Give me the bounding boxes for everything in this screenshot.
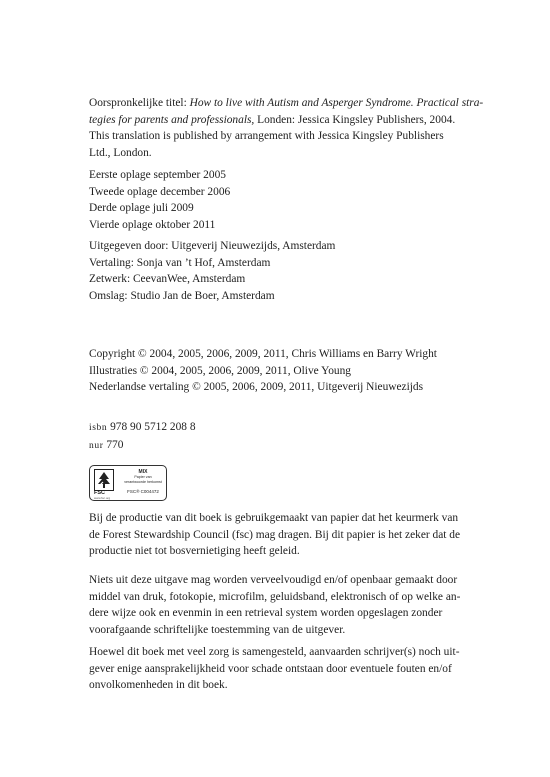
original-title-italic-1: How to live with Autism and Asperger Syndrome. Practical stra- [189,97,484,109]
paragraph-line: Bij de productie van dit boek is gebruikgemaakt van papier dat het keurmerk van [89,512,459,524]
translation-arrangement: This translation is published by arrangement with Jessica Kingsley Publishers [89,130,444,142]
fsc-license-code: FSC® C004472 [127,489,159,494]
paragraph-line: middel van druk, fotokopie, microfilm, geluidsband, elektronisch of op welke an- [89,590,461,603]
fsc-subtitle-1: Papier van [134,475,152,479]
paragraph-line: de Forest Stewardship Council (fsc) mag dragen. Bij dit papier is het zeker dat de [89,528,461,541]
fsc-logo-text: FSC [94,490,105,496]
fsc-website: www.fsc.org [94,496,111,500]
credits-block [89,238,469,304]
disclaimer-paragraph [89,644,469,694]
fsc-paragraph [89,510,469,560]
cover-credit: Omslag: Studio Jan de Boer, Amsterdam [89,289,275,302]
edition-line: Derde oplage juli 2009 [89,202,194,214]
paragraph-line: dere wijze ook en evenmin in een retrieval system worden opgeslagen zonder [89,607,443,619]
paragraph-line: voorafgaande schriftelijke toestemming van de uitgever. [89,623,346,636]
illustrations-copyright-line: Illustraties © 2004, 2005, 2006, 2009, 2011, Olive Young [89,364,351,377]
translator-credit: Vertaling: Sonja van ’t Hof, Amsterdam [89,256,271,269]
publisher-credit: Uitgegeven door: Uitgeverij Nieuwezijds, Amsterdam [89,240,336,252]
paragraph-line: Niets uit deze uitgave mag worden verveelvoudigd en/of openbaar gemaakt door [89,574,458,586]
paragraph-line: productie niet tot bosvernietiging heeft geleid. [89,545,300,557]
paragraph-line: onvolkomenheden in dit boek. [89,679,228,691]
original-title-block [89,95,484,161]
fsc-certification-logo [89,465,167,501]
translation-copyright-line: Nederlandse vertaling © 2005, 2006, 2009, 2011, Uitgeverij Nieuwezijds [89,381,424,393]
nur-value: 770 [103,438,124,451]
fsc-label-text [120,469,166,495]
original-title-prefix: Oorspronkelijke titel: [89,97,190,109]
isbn-label: isbn [89,423,108,433]
original-title-line-2 [89,112,469,129]
editions-block [89,167,469,233]
paragraph-line: Hoewel dit boek met veel zorg is samengesteld, aanvaarden schrijver(s) noch uit- [89,646,460,658]
original-title-italic-2: tegies for parents and professionals, [89,113,255,126]
rights-paragraph [89,572,469,638]
nur-label: nur [89,440,104,451]
original-title-line-1 [89,95,484,112]
edition-line: Eerste oplage september 2005 [89,169,226,181]
translation-arrangement-end: Ltd., London. [89,146,152,159]
fsc-tree-icon [94,469,114,491]
fsc-mix-label: MIX [138,469,148,475]
copyright-line: Copyright © 2004, 2005, 2006, 2009, 2011, Chris Williams en Barry Wright [89,348,437,360]
paragraph-line: gever enige aansprakelijkheid voor schade ontstaan door eventuele fouten en/of [89,662,452,675]
codes-block [89,419,469,454]
edition-line: Vierde oplage oktober 2011 [89,218,216,231]
original-publisher: Londen: Jessica Kingsley Publishers, 2004. [254,113,456,126]
edition-line: Tweede oplage december 2006 [89,185,231,198]
typesetting-credit: Zetwerk: CeevanWee, Amsterdam [89,273,246,285]
fsc-subtitle-2: verantwoorde herkomst [124,479,162,484]
isbn-value: 978 90 5712 208 8 [107,421,196,433]
copyright-block [89,346,469,396]
nur-line [89,437,469,455]
isbn-line [89,419,469,437]
